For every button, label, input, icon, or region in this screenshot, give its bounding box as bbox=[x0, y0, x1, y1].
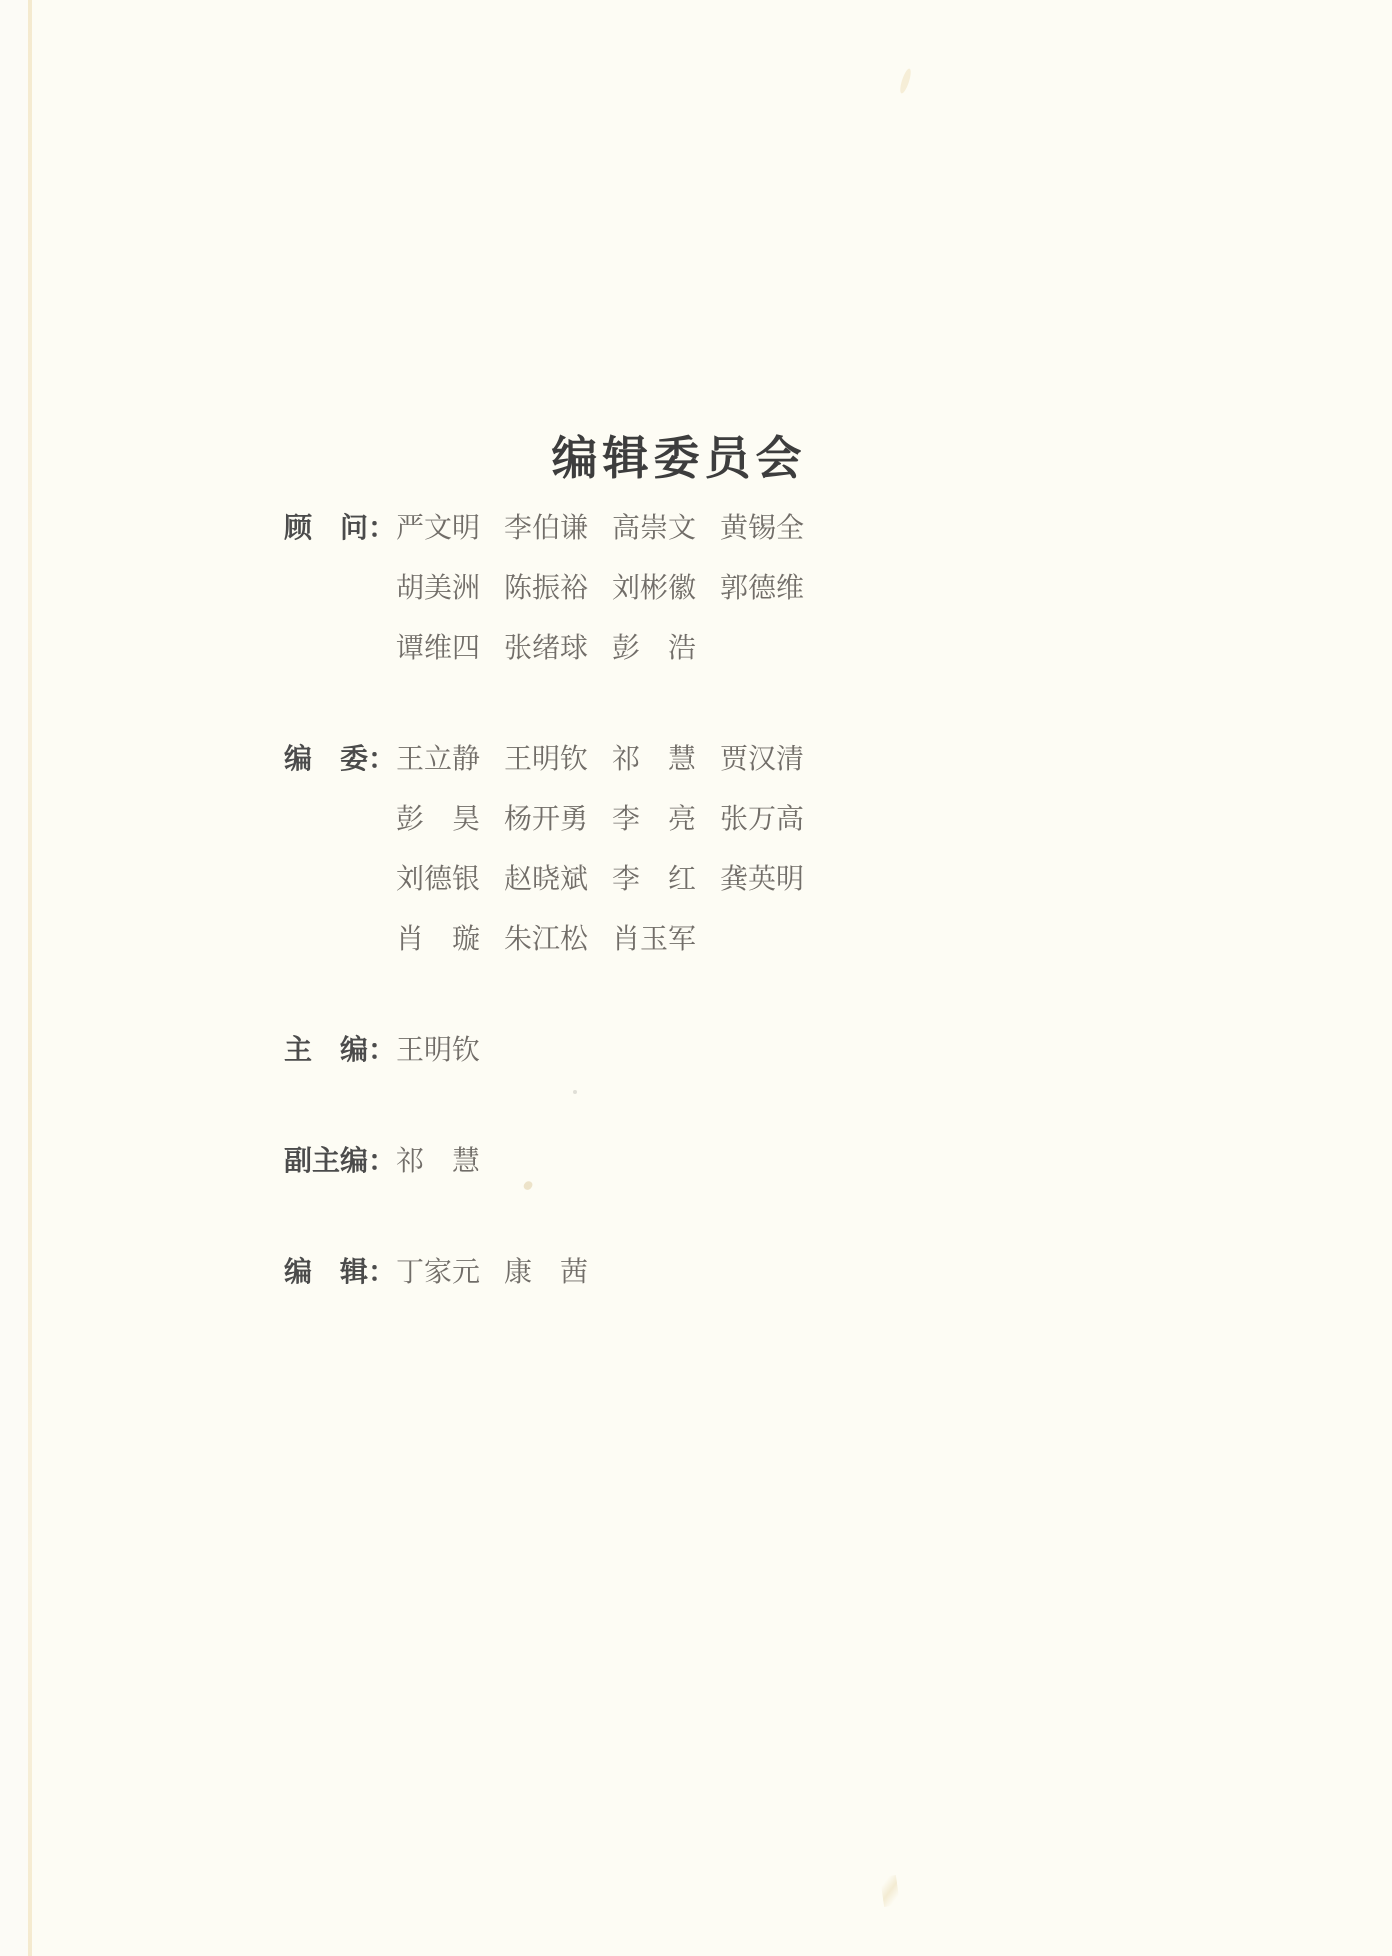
committee-row bbox=[284, 850, 1144, 910]
member-name: 贾汉清 bbox=[720, 744, 805, 775]
committee-row bbox=[284, 559, 1144, 619]
names-group bbox=[396, 559, 804, 619]
member-name: 祁 慧 bbox=[612, 744, 697, 775]
member-name: 彭 浩 bbox=[612, 633, 697, 664]
committee-row bbox=[284, 790, 1144, 850]
member-name: 胡美洲 bbox=[396, 573, 481, 604]
committee-section-editors bbox=[284, 1242, 1144, 1303]
role-label: 副主编： bbox=[284, 1145, 397, 1176]
member-name: 张万高 bbox=[720, 804, 805, 835]
member-name: 丁家元 bbox=[396, 1257, 481, 1288]
names-group bbox=[396, 1243, 588, 1303]
page-title: 编辑委员会 bbox=[551, 432, 807, 484]
committee-list bbox=[284, 498, 1144, 1353]
member-name: 黄锡全 bbox=[720, 513, 805, 544]
member-name: 肖玉军 bbox=[612, 924, 697, 955]
names-group bbox=[396, 730, 804, 790]
committee-row bbox=[284, 729, 1144, 790]
member-name: 李 红 bbox=[612, 864, 697, 895]
role-label: 顾 问： bbox=[284, 512, 397, 543]
member-name: 刘彬徽 bbox=[612, 573, 697, 604]
member-name: 王明钦 bbox=[396, 1035, 481, 1066]
committee-row bbox=[284, 910, 1144, 970]
member-name: 杨开勇 bbox=[504, 804, 589, 835]
names-group bbox=[396, 499, 804, 559]
names-group bbox=[396, 1021, 480, 1081]
committee-row bbox=[284, 498, 1144, 559]
member-name: 谭维四 bbox=[396, 633, 481, 664]
role-label: 编 辑： bbox=[284, 1256, 397, 1287]
scan-speck bbox=[898, 68, 913, 95]
committee-section-deputy-chief-editor bbox=[284, 1131, 1144, 1192]
names-group bbox=[396, 1132, 480, 1192]
names-group bbox=[396, 910, 696, 970]
role-label: 编 委： bbox=[284, 743, 397, 774]
committee-row bbox=[284, 619, 1144, 679]
role-label: 主 编： bbox=[284, 1034, 397, 1065]
member-name: 高崇文 bbox=[612, 513, 697, 544]
member-name: 刘德银 bbox=[396, 864, 481, 895]
member-name: 郭德维 bbox=[720, 573, 805, 604]
member-name: 李 亮 bbox=[612, 804, 697, 835]
member-name: 彭 昊 bbox=[396, 804, 481, 835]
member-name: 朱江松 bbox=[504, 924, 589, 955]
committee-row bbox=[284, 1020, 1144, 1081]
member-name: 赵晓斌 bbox=[504, 864, 589, 895]
committee-section-advisors bbox=[284, 498, 1144, 679]
member-name: 康 茜 bbox=[504, 1257, 589, 1288]
member-name: 王立静 bbox=[396, 744, 481, 775]
member-name: 龚英明 bbox=[720, 864, 805, 895]
member-name: 祁 慧 bbox=[396, 1146, 481, 1177]
committee-row bbox=[284, 1242, 1144, 1303]
scan-streak bbox=[880, 1875, 900, 1907]
page-gutter-crease bbox=[28, 0, 32, 1956]
member-name: 严文明 bbox=[396, 513, 481, 544]
member-name: 肖 璇 bbox=[396, 924, 481, 955]
member-name: 陈振裕 bbox=[504, 573, 589, 604]
member-name: 李伯谦 bbox=[504, 513, 589, 544]
committee-row bbox=[284, 1131, 1144, 1192]
committee-section-editorial-board bbox=[284, 729, 1144, 970]
member-name: 张绪球 bbox=[504, 633, 589, 664]
member-name: 王明钦 bbox=[504, 744, 589, 775]
committee-section-chief-editor bbox=[284, 1020, 1144, 1081]
page-edge-strip bbox=[0, 0, 28, 1956]
names-group bbox=[396, 790, 804, 850]
names-group bbox=[396, 619, 696, 679]
names-group bbox=[396, 850, 804, 910]
